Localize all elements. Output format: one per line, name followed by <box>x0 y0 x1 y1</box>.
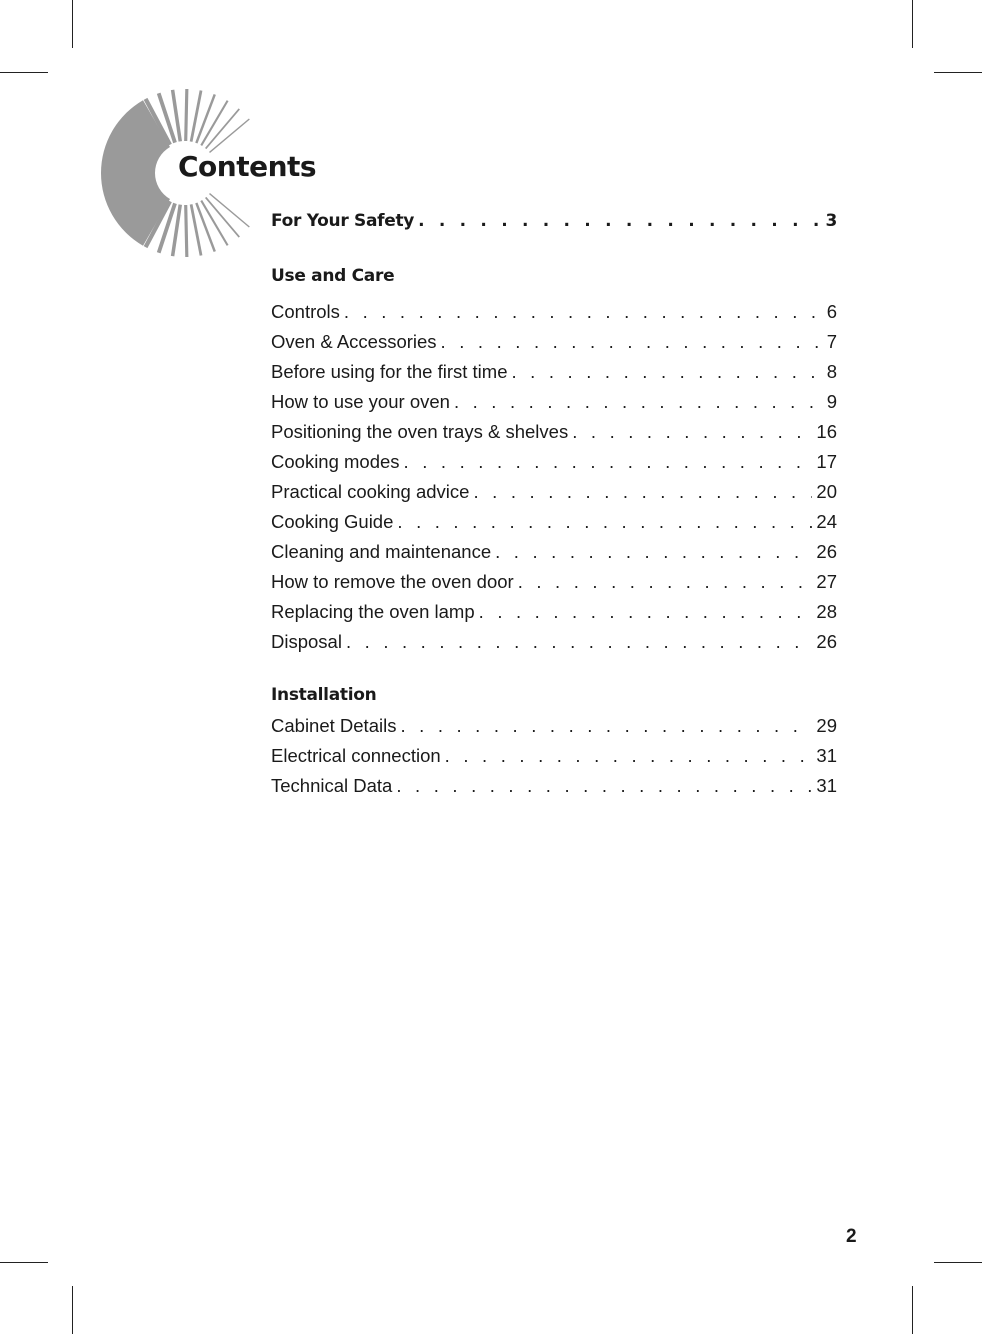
toc-entry-label: Cooking Guide <box>271 511 394 532</box>
toc-entry-label: Replacing the oven lamp <box>271 601 475 622</box>
toc-entry-label: Positioning the oven trays & shelves <box>271 421 569 442</box>
toc-entry-page: 26 <box>816 541 837 562</box>
toc-entry-page: 8 <box>826 361 837 382</box>
toc-entry-label: Electrical connection <box>271 745 441 766</box>
crop-mark <box>912 0 913 48</box>
toc-entry-page: 24 <box>816 511 837 532</box>
toc-leader-dots <box>454 387 823 417</box>
toc-leader-dots <box>400 711 812 741</box>
toc-leader-dots <box>397 507 812 537</box>
toc-entry[interactable] <box>271 537 837 567</box>
section-heading: Use and Care <box>271 266 395 286</box>
toc-safety <box>271 206 837 236</box>
toc-entry-label: Oven & Accessories <box>271 331 437 352</box>
toc-leader-dots <box>418 206 821 236</box>
toc-entry[interactable] <box>271 206 837 236</box>
toc-entry[interactable] <box>271 297 837 327</box>
crop-mark <box>72 0 73 48</box>
toc-entry-page: 3 <box>825 211 837 231</box>
toc-section-use-and-care <box>271 261 837 657</box>
toc-entry-page: 17 <box>816 451 837 472</box>
toc-entry[interactable] <box>271 507 837 537</box>
crop-mark <box>934 1262 982 1263</box>
crop-mark <box>934 72 982 73</box>
toc-entry-label: How to remove the oven door <box>271 571 514 592</box>
toc-entry-page: 29 <box>816 715 837 736</box>
page-number: 2 <box>846 1226 857 1247</box>
toc-leader-dots <box>445 741 813 771</box>
toc-entry[interactable] <box>271 627 837 657</box>
toc-entry-page: 16 <box>816 421 837 442</box>
toc-leader-dots <box>572 417 812 447</box>
toc-entry-label: Disposal <box>271 631 342 652</box>
toc-entry-label: Before using for the first time <box>271 361 508 382</box>
toc-leader-dots <box>344 297 823 327</box>
toc-leader-dots <box>512 357 823 387</box>
toc-entry-page: 7 <box>826 331 837 352</box>
toc-entry[interactable] <box>271 477 837 507</box>
crop-mark <box>0 72 48 73</box>
toc-leader-dots <box>479 597 813 627</box>
toc-entry-page: 31 <box>816 775 837 796</box>
toc-entry[interactable] <box>271 357 837 387</box>
section-heading: Installation <box>271 685 377 705</box>
toc-entry-page: 6 <box>826 301 837 322</box>
toc-leader-dots <box>404 447 813 477</box>
toc-entry-label: For Your Safety <box>271 211 415 231</box>
toc-leader-dots <box>441 327 823 357</box>
page-title: Contents <box>178 150 317 183</box>
toc-entry[interactable] <box>271 771 837 801</box>
toc-entry-page: 28 <box>816 601 837 622</box>
toc-entry[interactable] <box>271 597 837 627</box>
toc-entry[interactable] <box>271 387 837 417</box>
toc-entry-page: 27 <box>816 571 837 592</box>
toc-entry-label: Cleaning and maintenance <box>271 541 492 562</box>
toc-entry[interactable] <box>271 567 837 597</box>
crop-mark <box>912 1286 913 1334</box>
toc-entry-label: Technical Data <box>271 775 393 796</box>
toc-entry[interactable] <box>271 327 837 357</box>
toc-entry-label: Cabinet Details <box>271 715 397 736</box>
toc-entry-label: Controls <box>271 301 340 322</box>
toc-entry-page: 9 <box>826 391 837 412</box>
toc-list <box>271 711 837 801</box>
crop-mark <box>72 1286 73 1334</box>
toc-entry-page: 31 <box>816 745 837 766</box>
crop-mark <box>0 1262 48 1263</box>
toc-leader-dots <box>346 627 812 657</box>
toc-entry-page: 26 <box>816 631 837 652</box>
toc-list <box>271 297 837 657</box>
toc-entry-label: Cooking modes <box>271 451 400 472</box>
toc-leader-dots <box>518 567 813 597</box>
toc-entry[interactable] <box>271 711 837 741</box>
toc-entry[interactable] <box>271 741 837 771</box>
toc-entry-label: How to use your oven <box>271 391 450 412</box>
toc-section-installation <box>271 680 837 801</box>
toc-entry-label: Practical cooking advice <box>271 481 470 502</box>
toc-entry-page: 20 <box>816 481 837 502</box>
toc-entry[interactable] <box>271 417 837 447</box>
toc-leader-dots <box>396 771 812 801</box>
toc-entry[interactable] <box>271 447 837 477</box>
toc-leader-dots <box>495 537 812 567</box>
toc-leader-dots <box>473 477 812 507</box>
